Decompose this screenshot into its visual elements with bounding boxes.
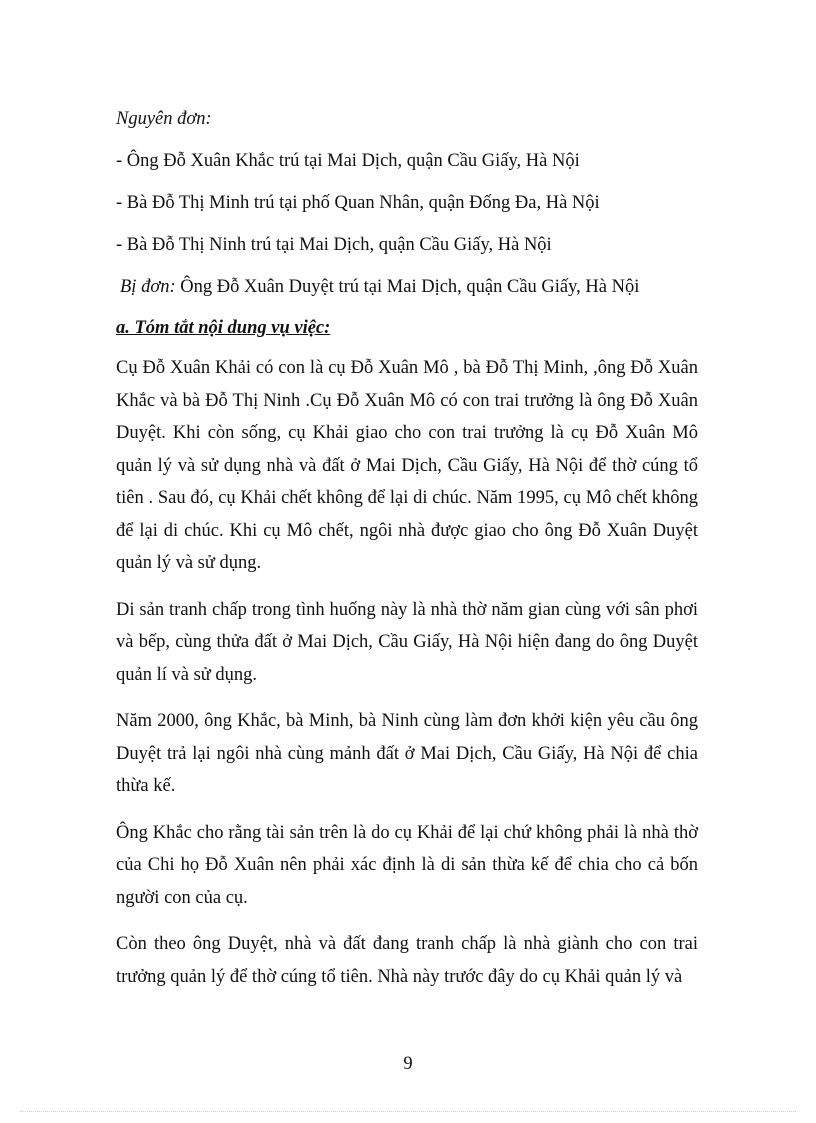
body-paragraph: Cụ Đỗ Xuân Khải có con là cụ Đỗ Xuân Mô , bà Đỗ Thị Minh, ,ông Đỗ Xuân Khắc và bà Đỗ Thị Ninh .Cụ Đỗ Xuân Mô có con trai trưởng là ông Đỗ Xuân Duyệt. Khi còn sống, cụ Khải giao cho con trai trưởng là cụ Đỗ Xuân Mô quản lý và sử dụng nhà và đất ở Mai Dịch, Cầu Giấy, Hà Nội để thờ cúng tổ tiên . Sau đó, cụ Khải chết không để lại di chúc. Năm 1995, cụ Mô chết không để lại di chúc. Khi cụ Mô chết, ngôi nhà được giao cho ông Đỗ Xuân Duyệt quản lý và sử dụng.	[116, 358, 698, 573]
page-content	[116, 98, 698, 1007]
defendant-line	[116, 266, 698, 308]
page-number: 9	[403, 1054, 413, 1074]
plaintiff-line: - Ông Đỗ Xuân Khắc trú tại Mai Dịch, quận Cầu Giấy, Hà Nội	[116, 151, 580, 171]
plaintiff-label: Nguyên đơn:	[116, 109, 212, 129]
body-paragraph: Di sản tranh chấp trong tình huống này là nhà thờ năm gian cùng với sân phơi và bếp, cùng thửa đất ở Mai Dịch, Cầu Giấy, Hà Nội hiện đang do ông Duyệt quản lí và sử dụng.	[116, 599, 698, 685]
page-bottom-divider	[20, 1111, 796, 1112]
defendant-label: Bị đơn:	[120, 277, 176, 297]
plaintiff-line: - Bà Đỗ Thị Ninh trú tại Mai Dịch, quận Cầu Giấy, Hà Nội	[116, 235, 552, 255]
body-paragraph: Năm 2000, ông Khắc, bà Minh, bà Ninh cùng làm đơn khởi kiện yêu cầu ông Duyệt trả lại ngôi nhà cùng mảnh đất ở Mai Dịch, Cầu Giấy, Hà Nội để chia thừa kế.	[116, 711, 698, 796]
body-paragraph: Còn theo ông Duyệt, nhà và đất đang tranh chấp là nhà giành cho con trai trưởng quản lý để thờ cúng tổ tiên. Nhà này trước đây do cụ Khải quản lý và	[116, 934, 698, 987]
section-heading: a. Tóm tắt nội dung vụ việc:	[116, 318, 331, 338]
defendant-text: Ông Đỗ Xuân Duyệt trú tại Mai Dịch, quận Cầu Giấy, Hà Nội	[175, 277, 640, 297]
plaintiff-line: - Bà Đỗ Thị Minh trú tại phố Quan Nhân, quận Đống Đa, Hà Nội	[116, 193, 600, 213]
body-paragraph: Ông Khắc cho rằng tài sản trên là do cụ Khải để lại chứ không phải là nhà thờ của Chi họ Đỗ Xuân nên phải xác định là di sản thừa kế để chia cho cả bốn người con của cụ.	[116, 822, 698, 908]
